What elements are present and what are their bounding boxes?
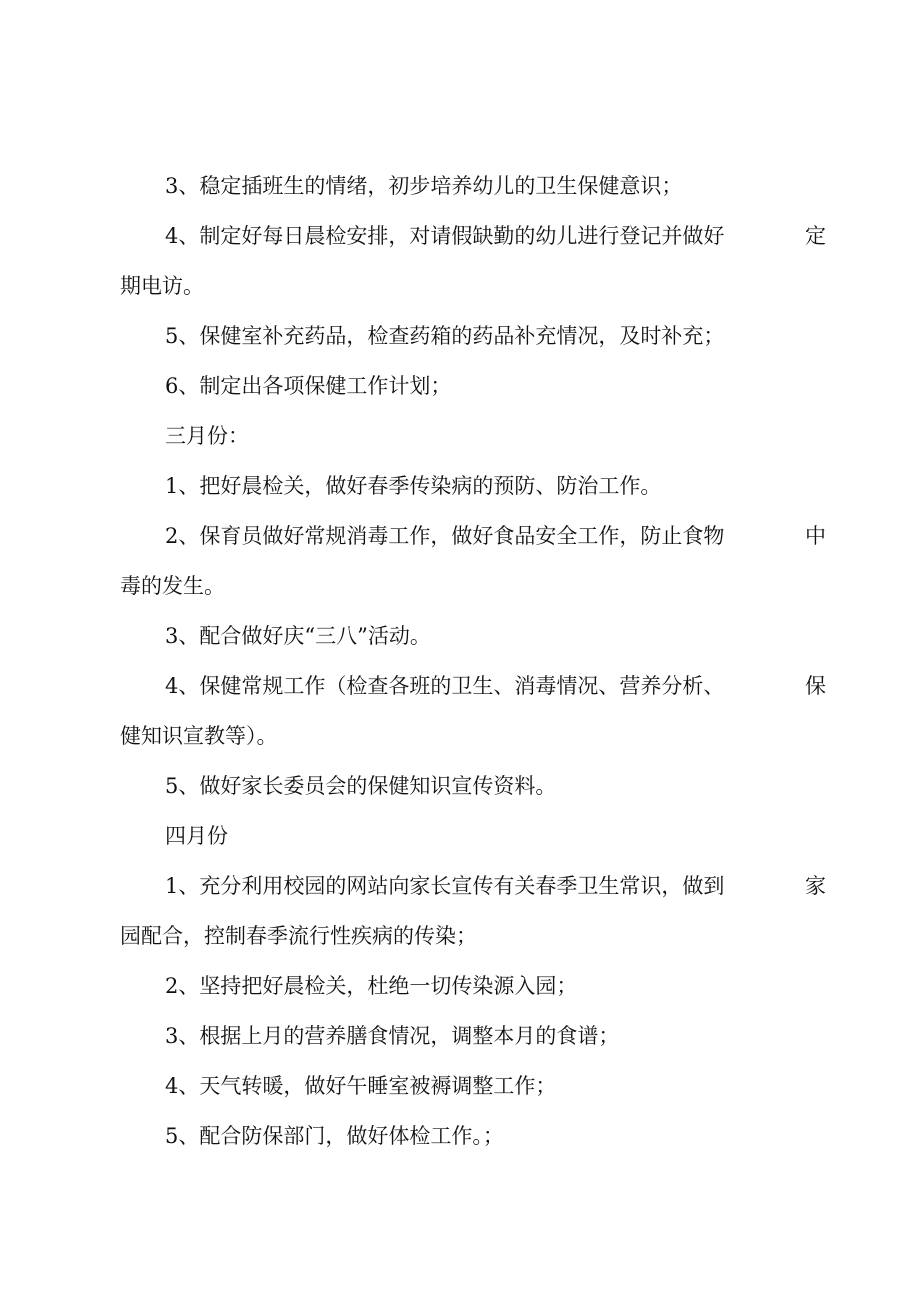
line-overflow-char: 家 xyxy=(805,874,826,898)
paragraph-line xyxy=(0,167,920,205)
line-text: 5、配合防保部门，做好体检工作。； xyxy=(165,1124,504,1148)
line-text: 6、制定出各项保健工作计划； xyxy=(165,374,452,398)
line-text: 毒的发生。 xyxy=(120,574,225,598)
paragraph-line xyxy=(0,767,920,805)
paragraph-line xyxy=(0,1067,920,1105)
paragraph-line xyxy=(0,1017,920,1055)
line-text: 四月份 xyxy=(165,824,228,848)
paragraph-line xyxy=(0,467,920,505)
line-text: 4、保健常规工作（检查各班的卫生、消毒情况、营养分析、 xyxy=(165,674,725,698)
paragraph-line xyxy=(0,667,920,705)
line-text: 三月份： xyxy=(165,424,249,448)
paragraph-line xyxy=(0,867,920,905)
line-text: 园配合，控制春季流行性疾病的传染； xyxy=(120,924,477,948)
paragraph-line xyxy=(0,217,920,255)
paragraph-line xyxy=(0,617,920,655)
line-text: 3、稳定插班生的情绪，初步培养幼儿的卫生保健意识； xyxy=(165,174,683,198)
line-text: 3、配合做好庆“三八”活动。 xyxy=(165,624,431,648)
line-text: 4、制定好每日晨检安排，对请假缺勤的幼儿进行登记并做好 xyxy=(165,224,725,248)
line-text: 期电访。 xyxy=(120,274,204,298)
line-overflow-char: 定 xyxy=(805,224,826,248)
paragraph-line xyxy=(0,1117,920,1155)
line-text: 2、保育员做好常规消毒工作，做好食品安全工作，防止食物 xyxy=(165,524,725,548)
paragraph-line xyxy=(0,967,920,1005)
line-overflow-char: 保 xyxy=(805,674,826,698)
paragraph-line xyxy=(0,717,920,755)
line-text: 2、坚持把好晨检关，杜绝一切传染源入园； xyxy=(165,974,578,998)
line-text: 5、做好家长委员会的保健知识宣传资料。 xyxy=(165,774,557,798)
line-text: 3、根据上月的营养膳食情况，调整本月的食谱； xyxy=(165,1024,620,1048)
line-text: 1、把好晨检关，做好春季传染病的预防、防治工作。 xyxy=(165,474,662,498)
paragraph-line xyxy=(0,267,920,305)
line-text: 5、保健室补充药品，检查药箱的药品补充情况，及时补充； xyxy=(165,324,725,348)
paragraph-line xyxy=(0,517,920,555)
line-text: 1、充分利用校园的网站向家长宣传有关春季卫生常识，做到 xyxy=(165,874,725,898)
paragraph-line xyxy=(0,567,920,605)
line-text: 健知识宣教等）。 xyxy=(120,724,278,748)
paragraph-line xyxy=(0,367,920,405)
paragraph-line xyxy=(0,917,920,955)
section-heading xyxy=(0,417,920,455)
line-overflow-char: 中 xyxy=(805,524,826,548)
paragraph-line xyxy=(0,317,920,355)
line-text: 4、天气转暖，做好午睡室被褥调整工作； xyxy=(165,1074,557,1098)
section-heading xyxy=(0,817,920,855)
